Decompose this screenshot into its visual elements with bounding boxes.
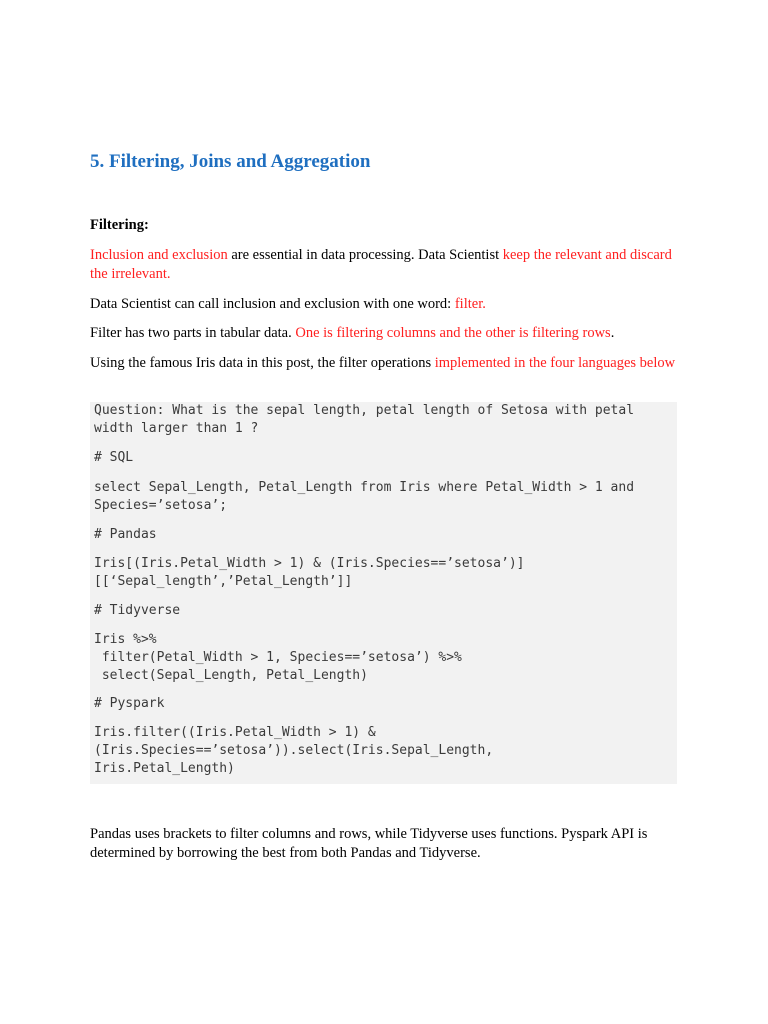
paragraph-filter-word: [90, 295, 678, 314]
highlight-text: keep the relevant and discard the irrelevant.: [90, 247, 672, 282]
body-text: Data Scientist can call inclusion and exclusion with one word:: [90, 296, 455, 312]
code-block: [90, 402, 677, 784]
code-line-sql: Species=’setosa’;: [94, 498, 228, 513]
paragraph-summary: Pandas uses brackets to filter columns and rows, while Tidyverse uses functions. Pyspark API is determined by borrowing the best from both Pandas and Tidyverse.: [90, 826, 648, 861]
filtering-subheading: Filtering:: [90, 217, 149, 233]
highlight-text: Inclusion and exclusion: [90, 247, 228, 263]
code-line-sql: select Sepal_Length, Petal_Length from Iris where Petal_Width > 1 and: [94, 480, 635, 495]
code-line-pyspark: (Iris.Species==’setosa’)).select(Iris.Sepal_Length,: [94, 743, 494, 758]
code-line-pandas: Iris[(Iris.Petal_Width > 1) & (Iris.Species==’setosa’)]: [94, 556, 525, 571]
body-text: Filter has two parts in tabular data.: [90, 325, 296, 341]
code-comment-tidyverse: # Tidyverse: [94, 603, 181, 618]
code-line-tidyverse: filter(Petal_Width > 1, Species==’setosa’) %>%: [94, 650, 462, 665]
body-text: are essential in data processing. Data Scientist: [227, 247, 503, 263]
code-line-pyspark: Iris.Petal_Length): [94, 761, 235, 776]
paragraph-iris-intro: [90, 354, 678, 373]
code-line-question: width larger than 1 ?: [94, 421, 259, 436]
code-line-pyspark: Iris.filter((Iris.Petal_Width > 1) &: [94, 725, 376, 740]
body-text: Using the famous Iris data in this post, the filter operations: [90, 355, 435, 371]
highlight-text: implemented in the four languages below: [434, 355, 676, 371]
code-line-tidyverse: select(Sepal_Length, Petal_Length): [94, 668, 368, 683]
code-line-tidyverse: Iris %>%: [94, 632, 157, 647]
code-comment-pandas: # Pandas: [94, 527, 157, 542]
code-line-pandas: [[‘Sepal_length’,’Petal_Length’]]: [94, 574, 353, 589]
code-line-question: Question: What is the sepal length, petal length of Setosa with petal: [94, 403, 635, 418]
body-text: .: [610, 325, 615, 341]
paragraph-filter-parts: [90, 324, 678, 343]
highlight-text: filter.: [454, 296, 486, 312]
code-comment-sql: # SQL: [94, 450, 134, 465]
code-comment-pyspark: # Pyspark: [94, 696, 165, 711]
section-heading: 5. Filtering, Joins and Aggregation: [90, 151, 371, 172]
highlight-text: One is filtering columns and the other is filtering rows: [295, 325, 611, 341]
paragraph-inclusion-exclusion: [90, 246, 678, 283]
